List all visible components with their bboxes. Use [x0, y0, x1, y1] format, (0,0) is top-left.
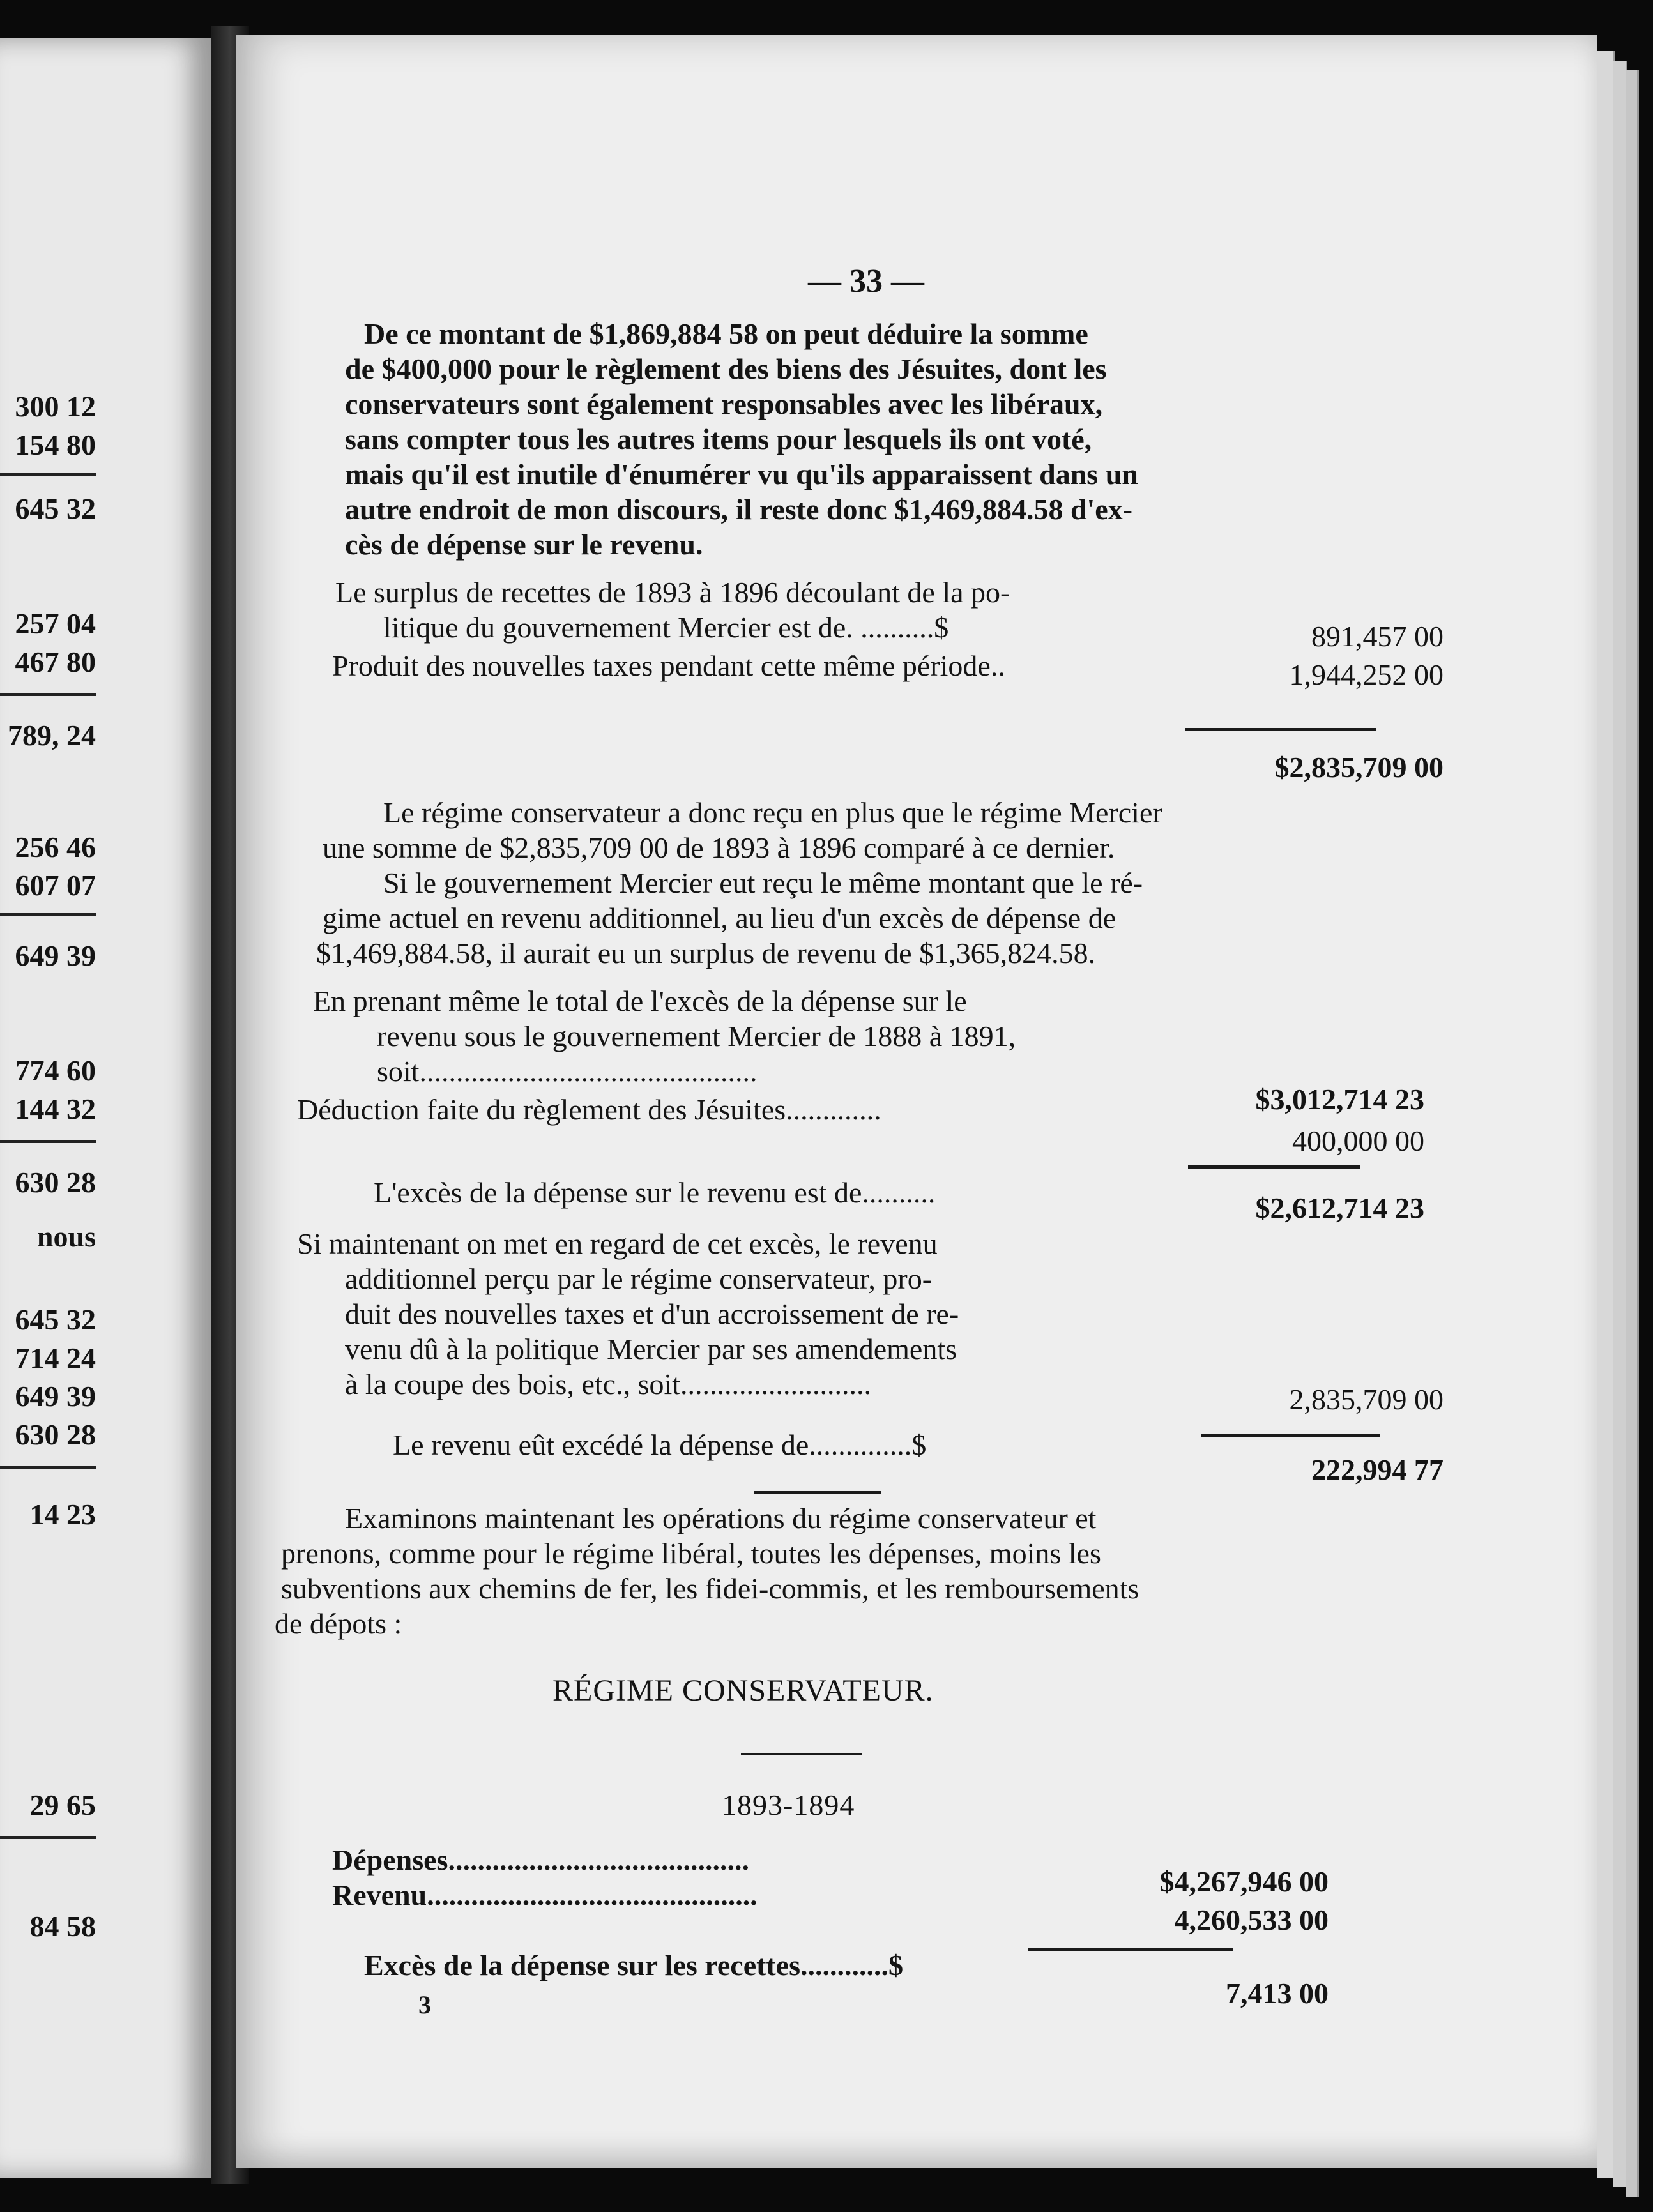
excess-line: En prenant même le total de l'excès de la dépense sur le	[313, 985, 967, 1017]
surplus-total: $2,835,709 00	[1274, 751, 1444, 784]
surplus-amount: 1,944,252 00	[1289, 658, 1444, 691]
excess-line: Déduction faite du règlement des Jésuites.............	[297, 1093, 881, 1126]
signature-mark: 3	[418, 1990, 431, 2019]
left-rule	[0, 1140, 96, 1143]
intro-line: mais qu'il est inutile d'énumérer vu qu'ils apparaissent dans un	[345, 458, 1138, 490]
intro-line: conservateurs sont également responsables avec les libéraux,	[345, 388, 1103, 420]
left-rule	[0, 1836, 96, 1839]
intro-line: cès de dépense sur le revenu.	[345, 528, 703, 561]
ledger-depenses-amount: $4,267,946 00	[1159, 1865, 1329, 1898]
ledger-exces-label: Excès de la dépense sur les recettes............$	[364, 1949, 904, 1981]
page-number: — 33 —	[808, 263, 924, 299]
ledger-revenu-label: Revenu.............................................	[332, 1879, 758, 1911]
intro-line: sans compter tous les autres items pour lesquels ils ont voté,	[345, 423, 1092, 455]
left-amount: 14 23	[29, 1498, 96, 1531]
left-amount: 645 32	[15, 492, 96, 525]
left-amount: 84 58	[29, 1910, 96, 1943]
ledger-revenu-amount: 4,260,533 00	[1174, 1904, 1329, 1936]
ledger-exces-amount: 7,413 00	[1226, 1977, 1329, 2010]
left-amount: 649 39	[15, 1380, 96, 1413]
examinons-line: de dépots :	[275, 1607, 402, 1640]
left-amount: 714 24	[15, 1342, 96, 1374]
excess-line: L'excès de la dépense sur le revenu est de..........	[374, 1176, 936, 1209]
left-rule	[0, 693, 96, 696]
regime-line: gime actuel en revenu additionnel, au lieu d'un excès de dépense de	[323, 902, 1116, 934]
title-rule	[741, 1753, 862, 1755]
left-page	[0, 38, 211, 2178]
ledger-depenses-label: Dépenses.........................................	[332, 1844, 749, 1876]
surplus-line: Le surplus de recettes de 1893 à 1896 découlant de la po-	[335, 576, 1010, 609]
excess-line: revenu sous le gouvernement Mercier de 1888 à 1891,	[377, 1020, 1016, 1052]
left-rule	[0, 913, 96, 916]
document-page	[236, 35, 1597, 2168]
left-amount: 257 04	[15, 607, 96, 640]
left-amount: 630 28	[15, 1166, 96, 1199]
comparison-line: additionnel perçu par le régime conservateur, pro-	[345, 1262, 933, 1295]
regime-line: Le régime conservateur a donc reçu en plus que le régime Mercier	[383, 796, 1162, 829]
surplus-line: Produit des nouvelles taxes pendant cette même période..	[332, 649, 1005, 682]
examinons-line: subventions aux chemins de fer, les fidei-commis, et les remboursements	[281, 1572, 1139, 1605]
comparison-rule	[1201, 1434, 1380, 1437]
comparison-amount: 2,835,709 00	[1289, 1383, 1444, 1416]
page-edge	[1597, 51, 1615, 2178]
left-amount: 645 32	[15, 1303, 96, 1336]
surplus-amount: 891,457 00	[1311, 620, 1444, 653]
excess-total: $2,612,714 23	[1255, 1192, 1424, 1224]
section-divider	[754, 1491, 881, 1494]
left-amount: 649 39	[15, 939, 96, 972]
comparison-line: Si maintenant on met en regard de cet excès, le revenu	[297, 1227, 938, 1260]
intro-line: de $400,000 pour le règlement des biens des Jésuites, dont les	[345, 352, 1107, 385]
result-amount: 222,994 77	[1311, 1453, 1444, 1486]
left-amount: 256 46	[15, 831, 96, 863]
year-label: 1893-1894	[722, 1789, 855, 1821]
regime-line: une somme de $2,835,709 00 de 1893 à 1896 comparé à ce dernier.	[323, 831, 1115, 864]
surplus-line: litique du gouvernement Mercier est de. ..........$	[383, 611, 949, 644]
regime-line: $1,469,884.58, il aurait eu un surplus de revenu de $1,365,824.58.	[316, 937, 1096, 969]
left-amount: 467 80	[15, 646, 96, 678]
left-rule	[0, 473, 96, 476]
left-rule	[0, 1466, 96, 1469]
left-amount: 300 12	[15, 390, 96, 423]
page-edge	[1626, 70, 1639, 2197]
excess-line: soit..............................................	[377, 1055, 758, 1087]
section-title: RÉGIME CONSERVATEUR.	[552, 1674, 934, 1708]
comparison-line: à la coupe des bois, etc., soit..........................	[345, 1368, 872, 1400]
left-amount: 144 32	[15, 1093, 96, 1125]
left-amount: 630 28	[15, 1418, 96, 1451]
left-amount: 774 60	[15, 1054, 96, 1087]
comparison-line: venu dû à la politique Mercier par ses amendements	[345, 1333, 957, 1365]
regime-line: Si le gouvernement Mercier eut reçu le même montant que le ré-	[383, 867, 1143, 899]
left-amount: 789, 24	[8, 719, 96, 752]
left-amount: 29 65	[29, 1789, 96, 1821]
excess-amount: 400,000 00	[1292, 1125, 1424, 1157]
left-amount: 607 07	[15, 869, 96, 902]
excess-rule	[1188, 1165, 1360, 1169]
examinons-line: prenons, comme pour le régime libéral, toutes les dépenses, moins les	[281, 1537, 1101, 1570]
intro-line: autre endroit de mon discours, il reste donc $1,469,884.58 d'ex-	[345, 493, 1133, 526]
result-line: Le revenu eût excédé la dépense de..............$	[393, 1428, 927, 1461]
left-amount: 154 80	[15, 428, 96, 461]
comparison-line: duit des nouvelles taxes et d'un accroissement de re-	[345, 1298, 959, 1330]
total-rule	[1185, 728, 1376, 731]
excess-amount: $3,012,714 23	[1255, 1083, 1424, 1116]
intro-line: De ce montant de $1,869,884 58 on peut déduire la somme	[364, 317, 1088, 350]
examinons-line: Examinons maintenant les opérations du régime conservateur et	[345, 1502, 1097, 1534]
left-word: nous	[36, 1220, 96, 1253]
ledger-rule	[1028, 1948, 1233, 1951]
